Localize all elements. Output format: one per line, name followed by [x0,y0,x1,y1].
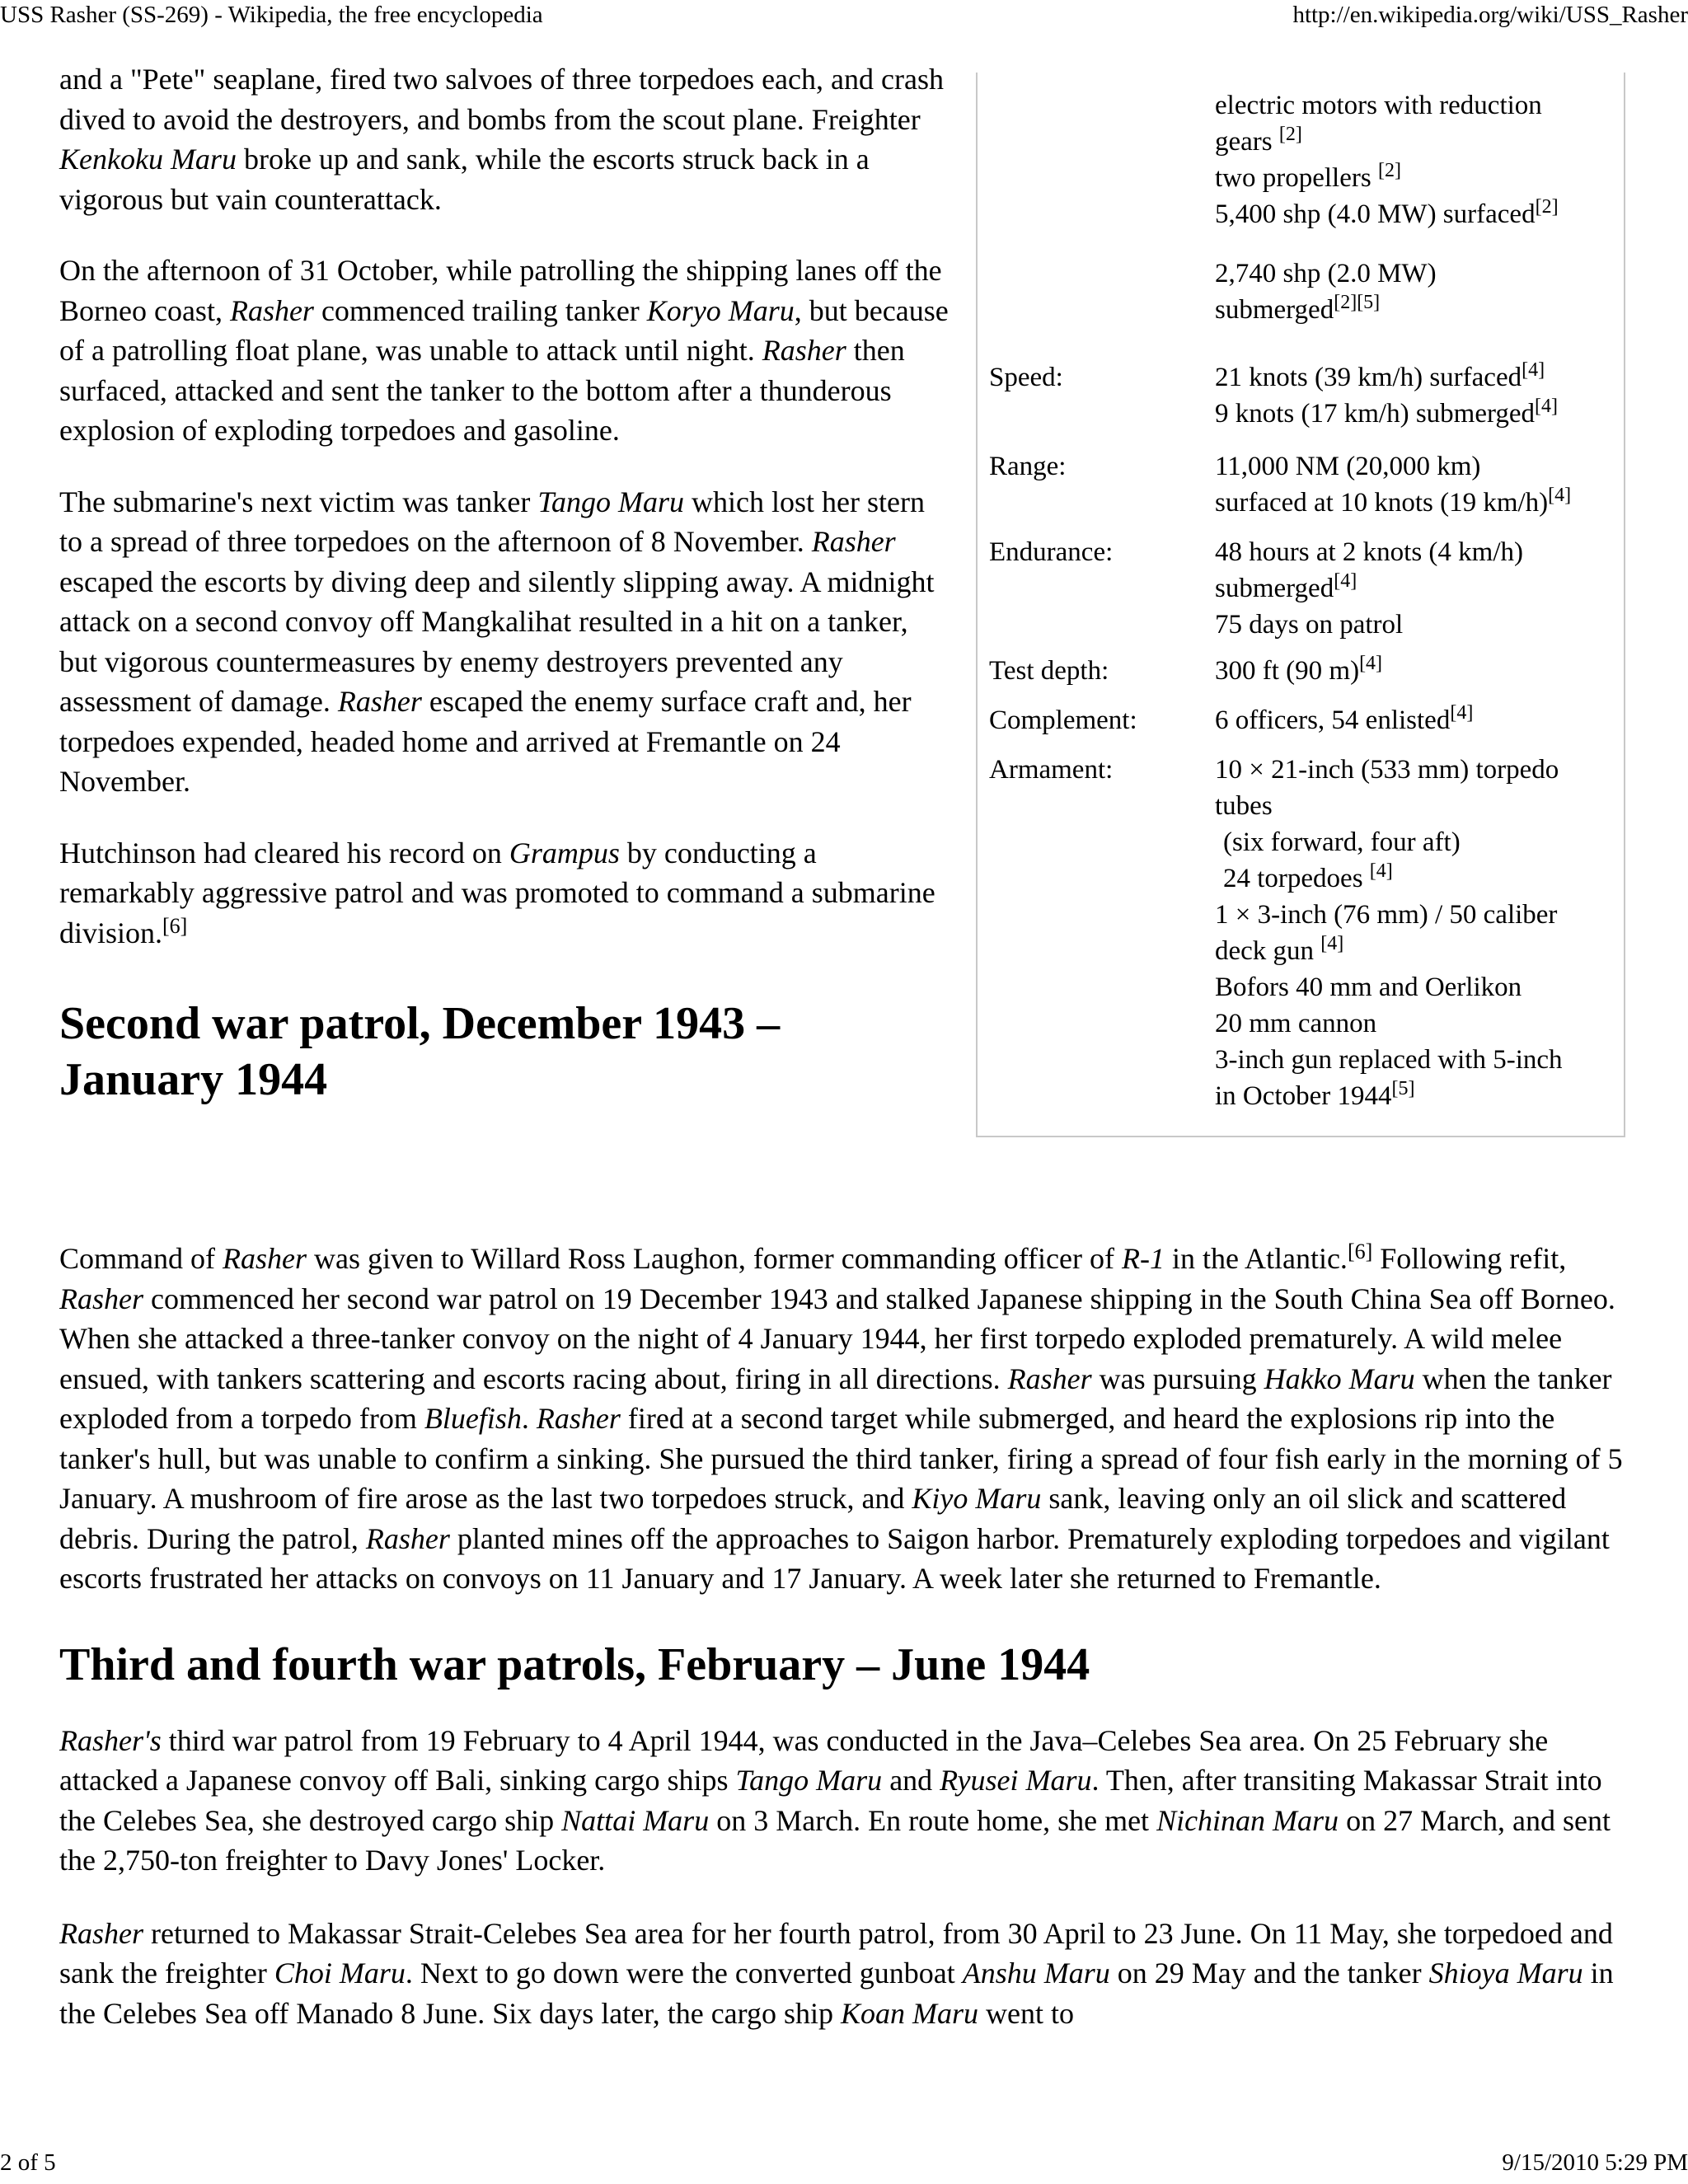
paragraph-third-patrol: Rasher's third war patrol from 19 February to 4 April 1944, was conducted in the Java–Celebes Sea area. On 25 February she attacked a Japanese convoy off Bali, sinking cargo ships Tango Maru and Ryusei Maru. Then, after transiting Makassar Strait into the Celebes Sea, she destroyed cargo ship Nattai Maru on 3 March. En route home, she met Nichinan Maru on 27 March, and sent the 2,750-ton freighter to Davy Jones' Locker. [59,1723,1611,1877]
print-header-title: USS Rasher (SS-269) - Wikipedia, the free encyclopedia [0,2,543,28]
print-footer-timestamp: 9/15/2010 5:29 PM [1502,2149,1688,2176]
citation-link[interactable]: [4] [1535,396,1559,417]
complement-label: Complement: [989,705,1137,735]
paragraph-tango-maru: The submarine's next victim was tanker Tango Maru which lost her stern to a spread of three torpedoes on the afternoon of 8 November. Rasher escaped the escorts by diving deep and silently slipping away. A midnight attack on a second convoy off Mangkalihat resulted in a hit on a tanker, but vigorous countermeasures by enemy destroyers prevented any assessment of damage. Rasher escaped the enemy surface craft and, her torpedoes expended, headed home and arrived at Fremantle on 24 November. [59,485,935,798]
citation-link[interactable]: [4] [1320,933,1344,954]
paragraph-second-patrol: Command of Rasher was given to Willard Ross Laughon, former commanding officer of R-1 in the Atlantic.[6] Following refit, Rasher commenced her second war patrol on 19 December 1943 and stalked Japanese shipping in the South China Sea off Borneo. When she attacked a three-tanker convoy on the night of 4 January 1944, her first torpedo exploded prematurely. A wild melee ensued, with tankers scattering and escorts racing about, firing in all directions. Rasher was pursuing Hakko Maru when the tanker exploded from a torpedo from Bluefish. Rasher fired at a second target while submerged, and heard the explosions rip into the tanker's hull, but was unable to confirm a sinking. She pursued the third tanker, firing a spread of four fish early in the morning of 5 January. A mushroom of fire arose as the last two torpedoes struck, and Kiyo Maru sank, leaving only an oil slick and scattered debris. During the patrol, Rasher planted mines off the approaches to Saigon harbor. Prematurely exploding torpedoes and vigilant escorts frustrated her attacks on convoys on 11 January and 17 January. A week later she returned to Fremantle. [59,1240,1623,1595]
citation-link[interactable]: [2][5] [1334,292,1381,313]
section-heading-second-patrol: Second war patrol, December 1943 – January 1944 [59,998,781,1105]
armament-label: Armament: [989,755,1114,785]
section-heading-third-fourth-patrols: Third and fourth war patrols, February – June 1944 [59,1638,1090,1690]
paragraph-fourth-patrol: Rasher returned to Makassar Strait-Celebes Sea area for her fourth patrol, from 30 April to 23 June. On 11 May, she torpedoed and sank the freighter Choi Maru. Next to go down were the converted gunboat Anshu Maru on 29 May and the tanker Shioya Maru in the Celebes Sea off Manado 8 June. Six days later, the cargo ship Koan Maru went to [59,1916,1614,2030]
article-full-width [59,1239,1634,2033]
speed-value: 21 knots (39 km/h) surfaced[4] 9 knots (17 km/h) submerged[4] [1215,359,1559,429]
citation-link[interactable]: [4] [1548,485,1572,506]
propulsion-value: electric motors with reduction gears [2] two propellers [2] 5,400 shp (4.0 MW) surfaced[2] 2,740 shp (2.0 MW) submerged[2][5] [1215,91,1559,325]
print-header-url[interactable]: http://en.wikipedia.org/wiki/USS_Rasher [1292,2,1688,28]
citation-link[interactable]: [2] [1535,196,1559,218]
paragraph-hutchinson: Hutchinson had cleared his record on Grampus by conducting a remarkably aggressive patrol and was promoted to command a submarine division.[6] [59,836,935,949]
complement-value: 6 officers, 54 enlisted[4] [1215,702,1474,735]
test-depth-label: Test depth: [989,656,1109,686]
test-depth-value: 300 ft (90 m)[4] [1215,653,1383,686]
speed-label: Speed: [989,363,1063,392]
range-label: Range: [989,452,1067,481]
range-value: 11,000 NM (20,000 km) surfaced at 10 knots (19 km/h)[4] [1215,452,1572,518]
citation-link[interactable]: [6] [162,913,188,938]
citation-link[interactable]: [6] [1347,1240,1373,1263]
citation-link[interactable]: [2] [1377,160,1401,181]
endurance-label: Endurance: [989,537,1114,567]
citation-link[interactable]: [2] [1278,124,1302,145]
paragraph-koryo-maru: On the afternoon of 31 October, while patrolling the shipping lanes off the Borneo coast, Rasher commenced trailing tanker Koryo Maru, but because of a patrolling float plane, was unable to attack until night. Rasher then surfaced, attacked and sent the tanker to the bottom after a thunderous explosion of exploding torpedoes and gasoline. [59,254,949,447]
print-footer-page-number: 2 of 5 [0,2149,56,2176]
citation-link[interactable]: [4] [1522,359,1545,381]
armament-value: 10 × 21-inch (533 mm) torpedo tubes (six forward, four aft) 24 torpedoes [4] 1 × 3-inch (76 mm) / 50 caliber deck gun [4] Bofors 40 mm and Oerlikon 20 mm cannon 3-inch gun replaced with 5-inch in October 1944[5] [1215,755,1563,1111]
endurance-value: 48 hours at 2 knots (4 km/h) submerged[4] 75 days on patrol [1215,537,1523,640]
article-column [59,59,950,1108]
citation-link[interactable]: [4] [1369,860,1393,882]
citation-link[interactable]: [5] [1391,1078,1415,1099]
ship-infobox [976,73,1625,1137]
citation-link[interactable]: [4] [1334,570,1357,592]
citation-link[interactable]: [4] [1359,653,1383,674]
citation-link[interactable]: [4] [1450,702,1474,724]
paragraph-first-patrol-end: and a "Pete" seaplane, fired two salvoes of three torpedoes each, and crash dived to avoid the destroyers, and bombs from the scout plane. Freighter Kenkoku Maru broke up and sank, while the escorts struck back in a vigorous but vain counterattack. [59,63,944,216]
